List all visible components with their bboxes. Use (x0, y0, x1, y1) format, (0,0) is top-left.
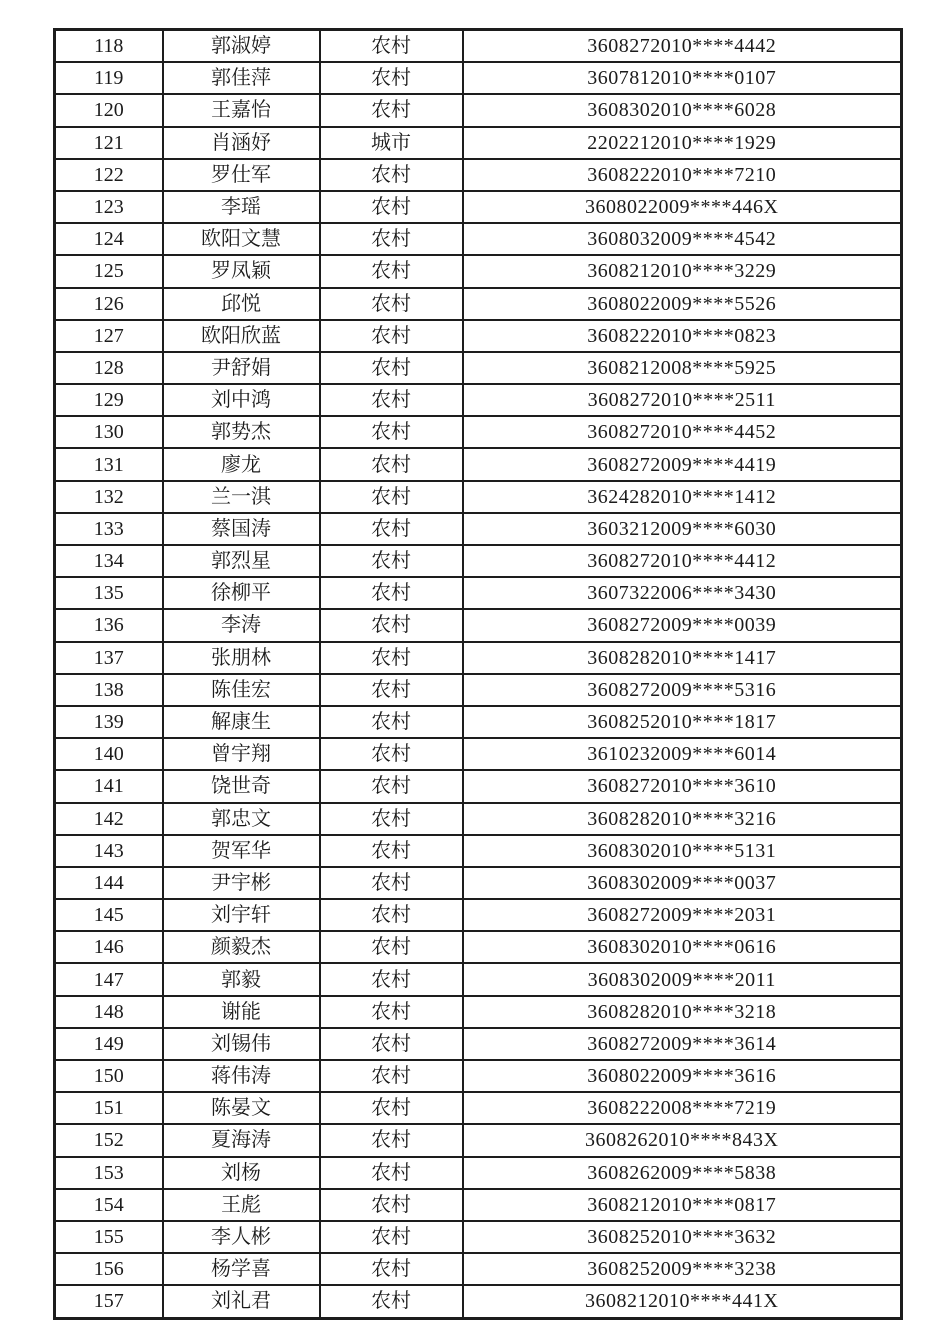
cell-name: 解康生 (163, 706, 320, 738)
table-row (55, 609, 902, 641)
cell-name: 蔡国涛 (163, 513, 320, 545)
cell-id-number: 3608272010****3610 (463, 770, 902, 802)
cell-residence: 农村 (320, 255, 463, 287)
table-row (55, 352, 902, 384)
table-row (55, 1124, 902, 1156)
cell-id-number: 3608272009****3614 (463, 1028, 902, 1060)
cell-id-number: 3608282010****3218 (463, 996, 902, 1028)
cell-name: 陈晏文 (163, 1092, 320, 1124)
table-row (55, 577, 902, 609)
table-row (55, 770, 902, 802)
cell-residence: 农村 (320, 288, 463, 320)
cell-name: 郭佳萍 (163, 62, 320, 94)
cell-residence: 农村 (320, 1124, 463, 1156)
cell-id-number: 3607812010****0107 (463, 62, 902, 94)
table-row (55, 996, 902, 1028)
cell-index: 120 (55, 94, 163, 126)
cell-name: 颜毅杰 (163, 931, 320, 963)
cell-residence: 农村 (320, 738, 463, 770)
cell-index: 132 (55, 481, 163, 513)
cell-name: 李瑶 (163, 191, 320, 223)
table-row (55, 191, 902, 223)
cell-id-number: 3608302010****5131 (463, 835, 902, 867)
cell-id-number: 3608022009****5526 (463, 288, 902, 320)
cell-residence: 农村 (320, 1060, 463, 1092)
cell-index: 155 (55, 1221, 163, 1253)
table-row (55, 30, 902, 63)
cell-index: 126 (55, 288, 163, 320)
table-body (55, 30, 902, 1319)
cell-index: 147 (55, 963, 163, 995)
cell-name: 邱悦 (163, 288, 320, 320)
cell-residence: 农村 (320, 1253, 463, 1285)
cell-id-number: 3608272010****4442 (463, 30, 902, 63)
table-row (55, 416, 902, 448)
table-row (55, 127, 902, 159)
table-row (55, 899, 902, 931)
cell-id-number: 3610232009****6014 (463, 738, 902, 770)
cell-residence: 农村 (320, 30, 463, 63)
cell-index: 154 (55, 1189, 163, 1221)
cell-residence: 农村 (320, 899, 463, 931)
cell-name: 罗仕军 (163, 159, 320, 191)
table-row (55, 62, 902, 94)
cell-name: 尹舒娟 (163, 352, 320, 384)
cell-id-number: 3608252010****1817 (463, 706, 902, 738)
cell-name: 欧阳文慧 (163, 223, 320, 255)
cell-id-number: 3608272009****2031 (463, 899, 902, 931)
table-row (55, 384, 902, 416)
cell-residence: 农村 (320, 1092, 463, 1124)
cell-name: 刘杨 (163, 1157, 320, 1189)
cell-id-number: 3608212010****0817 (463, 1189, 902, 1221)
cell-name: 刘宇轩 (163, 899, 320, 931)
table-row (55, 288, 902, 320)
cell-index: 156 (55, 1253, 163, 1285)
cell-name: 李涛 (163, 609, 320, 641)
cell-name: 徐柳平 (163, 577, 320, 609)
cell-id-number: 3608262010****843X (463, 1124, 902, 1156)
cell-id-number: 3608272010****2511 (463, 384, 902, 416)
cell-name: 郭淑婷 (163, 30, 320, 63)
cell-index: 137 (55, 642, 163, 674)
cell-index: 136 (55, 609, 163, 641)
cell-id-number: 3624282010****1412 (463, 481, 902, 513)
cell-id-number: 3608252010****3632 (463, 1221, 902, 1253)
table-row (55, 803, 902, 835)
cell-id-number: 3608212008****5925 (463, 352, 902, 384)
cell-residence: 农村 (320, 545, 463, 577)
cell-index: 128 (55, 352, 163, 384)
cell-id-number: 3608272009****0039 (463, 609, 902, 641)
cell-id-number: 3608022009****446X (463, 191, 902, 223)
cell-name: 刘礼君 (163, 1285, 320, 1318)
cell-residence: 农村 (320, 62, 463, 94)
table-row (55, 1092, 902, 1124)
cell-index: 121 (55, 127, 163, 159)
cell-residence: 农村 (320, 803, 463, 835)
table-row (55, 867, 902, 899)
table-row (55, 1028, 902, 1060)
table-row (55, 481, 902, 513)
cell-residence: 农村 (320, 706, 463, 738)
cell-index: 148 (55, 996, 163, 1028)
cell-name: 饶世奇 (163, 770, 320, 802)
cell-index: 133 (55, 513, 163, 545)
cell-residence: 农村 (320, 191, 463, 223)
cell-index: 135 (55, 577, 163, 609)
cell-id-number: 3608022009****3616 (463, 1060, 902, 1092)
table-row (55, 223, 902, 255)
cell-name: 肖涵妤 (163, 127, 320, 159)
cell-residence: 农村 (320, 577, 463, 609)
cell-name: 廖龙 (163, 448, 320, 480)
cell-id-number: 3608222010****7210 (463, 159, 902, 191)
cell-residence: 农村 (320, 1285, 463, 1318)
table-row (55, 642, 902, 674)
cell-index: 143 (55, 835, 163, 867)
cell-index: 125 (55, 255, 163, 287)
cell-index: 150 (55, 1060, 163, 1092)
table-row (55, 320, 902, 352)
cell-name: 杨学喜 (163, 1253, 320, 1285)
cell-id-number: 3603212009****6030 (463, 513, 902, 545)
cell-index: 152 (55, 1124, 163, 1156)
cell-index: 124 (55, 223, 163, 255)
cell-residence: 农村 (320, 320, 463, 352)
cell-id-number: 3608032009****4542 (463, 223, 902, 255)
cell-id-number: 3608272010****4452 (463, 416, 902, 448)
cell-index: 123 (55, 191, 163, 223)
cell-index: 153 (55, 1157, 163, 1189)
cell-residence: 农村 (320, 835, 463, 867)
table-row (55, 448, 902, 480)
student-roster-table (53, 28, 903, 1320)
cell-residence: 农村 (320, 963, 463, 995)
cell-index: 141 (55, 770, 163, 802)
cell-name: 曾宇翔 (163, 738, 320, 770)
table-row (55, 931, 902, 963)
cell-index: 138 (55, 674, 163, 706)
cell-name: 谢能 (163, 996, 320, 1028)
cell-residence: 农村 (320, 1189, 463, 1221)
cell-residence: 农村 (320, 1221, 463, 1253)
cell-name: 李人彬 (163, 1221, 320, 1253)
cell-index: 142 (55, 803, 163, 835)
cell-name: 张朋林 (163, 642, 320, 674)
cell-id-number: 3608262009****5838 (463, 1157, 902, 1189)
cell-name: 郭忠文 (163, 803, 320, 835)
cell-name: 贺军华 (163, 835, 320, 867)
cell-name: 尹宇彬 (163, 867, 320, 899)
cell-id-number: 3608302010****6028 (463, 94, 902, 126)
table-row (55, 674, 902, 706)
cell-name: 欧阳欣蓝 (163, 320, 320, 352)
cell-residence: 农村 (320, 867, 463, 899)
cell-residence: 农村 (320, 448, 463, 480)
cell-residence: 农村 (320, 513, 463, 545)
cell-residence: 农村 (320, 94, 463, 126)
cell-name: 蒋伟涛 (163, 1060, 320, 1092)
cell-index: 122 (55, 159, 163, 191)
cell-id-number: 3608282010****1417 (463, 642, 902, 674)
table-row (55, 545, 902, 577)
cell-index: 130 (55, 416, 163, 448)
table-row (55, 706, 902, 738)
cell-residence: 农村 (320, 223, 463, 255)
cell-id-number: 3608212010****3229 (463, 255, 902, 287)
cell-name: 郭势杰 (163, 416, 320, 448)
cell-id-number: 3608222010****0823 (463, 320, 902, 352)
cell-name: 陈佳宏 (163, 674, 320, 706)
cell-index: 157 (55, 1285, 163, 1318)
cell-index: 129 (55, 384, 163, 416)
cell-index: 139 (55, 706, 163, 738)
table-row (55, 1285, 902, 1318)
cell-residence: 农村 (320, 674, 463, 706)
table-row (55, 94, 902, 126)
cell-name: 郭烈星 (163, 545, 320, 577)
cell-id-number: 3608302009****0037 (463, 867, 902, 899)
cell-id-number: 3607322006****3430 (463, 577, 902, 609)
cell-name: 郭毅 (163, 963, 320, 995)
cell-index: 127 (55, 320, 163, 352)
cell-index: 146 (55, 931, 163, 963)
cell-index: 131 (55, 448, 163, 480)
cell-residence: 农村 (320, 1157, 463, 1189)
cell-residence: 农村 (320, 352, 463, 384)
cell-residence: 农村 (320, 481, 463, 513)
table-row (55, 1253, 902, 1285)
cell-residence: 农村 (320, 416, 463, 448)
cell-index: 151 (55, 1092, 163, 1124)
cell-residence: 城市 (320, 127, 463, 159)
cell-index: 118 (55, 30, 163, 63)
table-row (55, 159, 902, 191)
table-row (55, 1189, 902, 1221)
cell-name: 刘锡伟 (163, 1028, 320, 1060)
cell-id-number: 2202212010****1929 (463, 127, 902, 159)
table-row (55, 738, 902, 770)
cell-id-number: 3608272009****4419 (463, 448, 902, 480)
table-row (55, 963, 902, 995)
cell-id-number: 3608272009****5316 (463, 674, 902, 706)
cell-name: 夏海涛 (163, 1124, 320, 1156)
cell-id-number: 3608272010****4412 (463, 545, 902, 577)
cell-residence: 农村 (320, 159, 463, 191)
cell-residence: 农村 (320, 1028, 463, 1060)
cell-id-number: 3608302009****2011 (463, 963, 902, 995)
cell-index: 144 (55, 867, 163, 899)
cell-id-number: 3608212010****441X (463, 1285, 902, 1318)
cell-residence: 农村 (320, 609, 463, 641)
cell-name: 王嘉怡 (163, 94, 320, 126)
cell-id-number: 3608222008****7219 (463, 1092, 902, 1124)
cell-index: 134 (55, 545, 163, 577)
cell-index: 119 (55, 62, 163, 94)
cell-index: 149 (55, 1028, 163, 1060)
cell-residence: 农村 (320, 931, 463, 963)
cell-index: 145 (55, 899, 163, 931)
table-row (55, 1060, 902, 1092)
cell-id-number: 3608252009****3238 (463, 1253, 902, 1285)
cell-name: 兰一淇 (163, 481, 320, 513)
table-row (55, 1221, 902, 1253)
table-row (55, 835, 902, 867)
cell-index: 140 (55, 738, 163, 770)
table-row (55, 255, 902, 287)
cell-residence: 农村 (320, 996, 463, 1028)
cell-residence: 农村 (320, 642, 463, 674)
table-row (55, 1157, 902, 1189)
cell-id-number: 3608302010****0616 (463, 931, 902, 963)
cell-name: 刘中鸿 (163, 384, 320, 416)
cell-id-number: 3608282010****3216 (463, 803, 902, 835)
cell-name: 罗凤颖 (163, 255, 320, 287)
cell-residence: 农村 (320, 384, 463, 416)
table-row (55, 513, 902, 545)
cell-residence: 农村 (320, 770, 463, 802)
cell-name: 王彪 (163, 1189, 320, 1221)
